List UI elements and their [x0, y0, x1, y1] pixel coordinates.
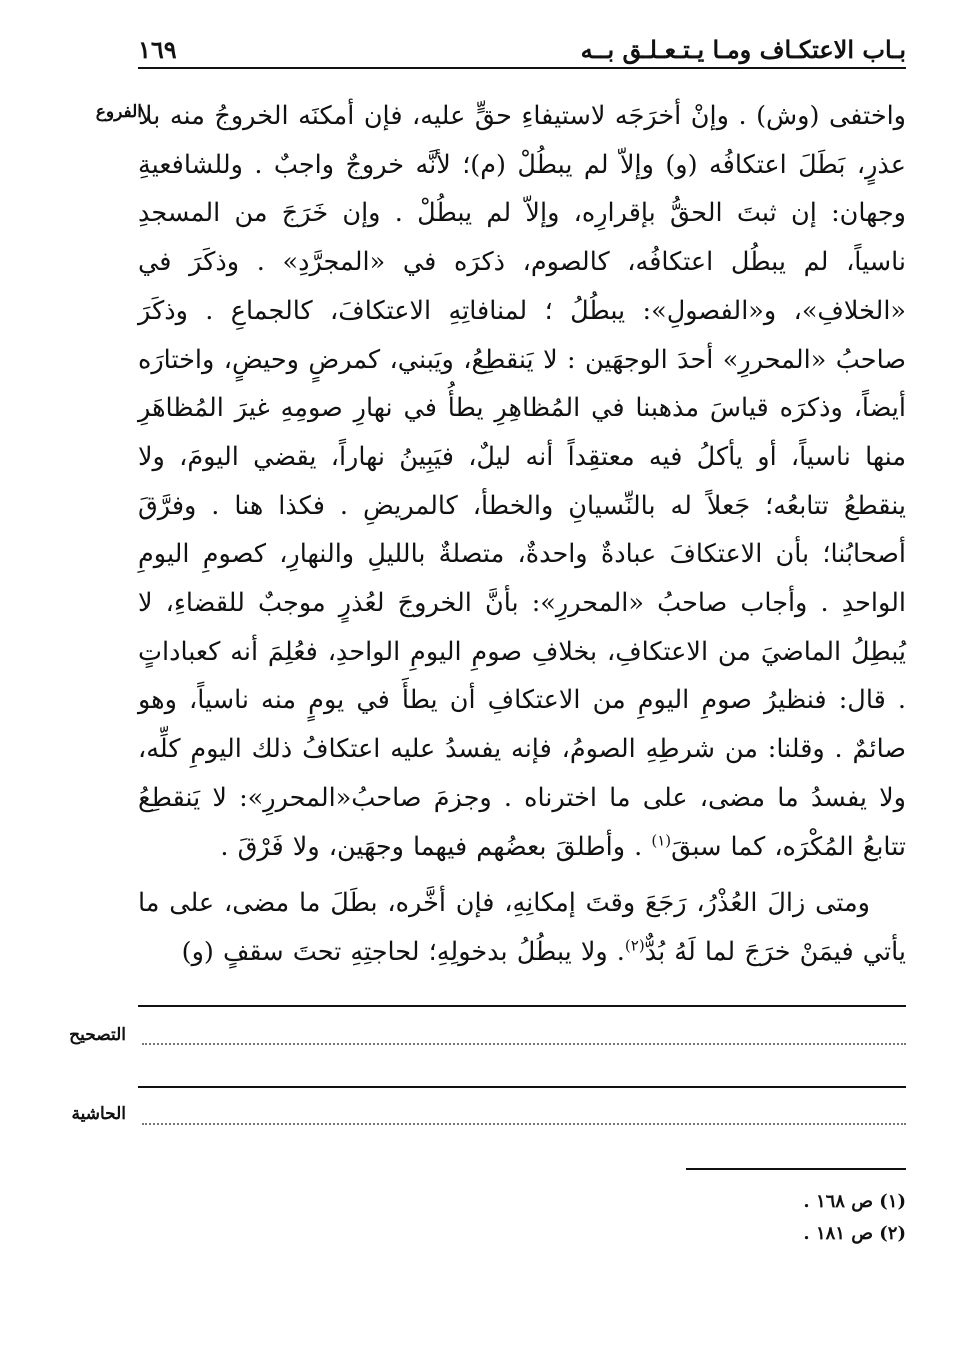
footnote-1: (١) ص ١٦٨ . [803, 1191, 906, 1212]
header-rule [138, 67, 906, 69]
paragraph-1-tail: . وأطلقَ بعضُهم فيهما وجهَين، ولا فَرْقَ . [220, 831, 652, 862]
text-bottom-rule [138, 1005, 906, 1007]
footnote-ref-1: (١) [651, 831, 672, 850]
page-number: ١٦٩ [138, 35, 177, 64]
section-divider-rule [138, 1086, 906, 1088]
hashiya-dotted-line [142, 1123, 906, 1125]
footnote-ref-2: (٢) [624, 936, 645, 955]
paragraph-2-text: ومتى زالَ العُذْرُ، رَجَعَ وقتَ إمكانِهِ، فإن أخَّره، بطَلَ ما مضى، على ما يأتي فيمَنْ خرَجَ لما لَهُ بُدٌّ [138, 888, 906, 967]
paragraph-1-text: واختفى (وش) . وإنْ أخرَجَه لاستيفاءِ حقٍّ عليه، فإن أمكنَه الخروجُ منه بلا عذرٍ، بَطَلَ اعتكافُه (و) وإلاّ لم يبطُلْ (م)؛ لأنَّه خروجٌ واجبٌ . وللشافعيةِ وجهان: إن ثبتَ الحقُّ بإقرارِه، وإلاّ لم يبطُلْ . وإن خَرَجَ من المسجدِ ناسياً، لم يبطُل اعتكافُه، كالصوم، ذكرَه في «المجرَّدِ» . وذكَرَ في «الخلافِ»، و«الفصولِ»: يبطُلُ ؛ لمنافاتِهِ الاعتكافَ، كالجماعِ . وذكَرَ صاحبُ «المحررِ» أحدَ الوجهَين : لا يَنقطِعُ، ويَبني، كمرضٍ وحيضٍ، واختارَه أيضاً، وذكرَه قياسَ مذهبنا في المُظاهِرِ يطأُ في نهارِ صومِهِ غيرَ المُظاهَرِ منها ناسياً، أو يأكلُ فيه معتقِداً أنه ليلٌ، فيَبِينُ نهاراً، يقضي اليومَ، ولا ينقطعُ تتابعُه؛ جَعلاً له بالنِّسيانِ والخطأ، كالمريضِ . فكذا هنا . وفرَّقَ أصحابُنا؛ بأن الاعتكافَ عبادةٌ واحدةٌ، متصلةٌ بالليلِ والنهارِ، كصومِ اليومِ الواحدِ . وأجاب صاحبُ «المحررِ»: بأنَّ الخروجَ لعُذرٍ موجبٌ للقضاءِ، لا يُبطِلُ الماضيَ من الاعتكافِ، بخلافِ صومِ اليومِ الواحدِ، فعُلِمَ أنه كعباداتٍ . قال: فنظيرُ صومِ اليومِ من الاعتكافِ أن يطأَ في يومٍ منه ناسياً، وهو صائمٌ . وقلنا: من شرطِهِ الصومُ، فإنه يفسدُ عليه اعتكافُ ذلك اليومِ كلِّه، ولا يفسدُ ما مضى، على ما اخترناه . وجزمَ صاحبُ«المحررِ»: لا يَنقطِعُ تتابعُ المُكْرَه، كما سبقَ [138, 101, 906, 862]
chapter-title: بـاب الاعتكـاف ومـا يـتـعـلـق بــه [580, 35, 906, 64]
paragraph-2 [138, 879, 906, 976]
paragraph-1 [138, 92, 906, 871]
main-text-block [138, 92, 906, 1000]
margin-label-correction: التصحيح [69, 1025, 126, 1045]
correction-dotted-line [142, 1043, 906, 1045]
footnote-2: (٢) ص ١٨١ . [803, 1223, 906, 1244]
footnote-rule [686, 1168, 906, 1170]
margin-label-branch: الفروع [95, 102, 142, 122]
margin-label-hashiya: الحاشية [71, 1104, 126, 1124]
paragraph-2-tail: . ولا يبطُلُ بدخولِهِ؛ لحاجتِهِ تحتَ سقفٍ (و) [181, 936, 625, 967]
footnotes [506, 1186, 906, 1250]
running-header [138, 28, 906, 64]
